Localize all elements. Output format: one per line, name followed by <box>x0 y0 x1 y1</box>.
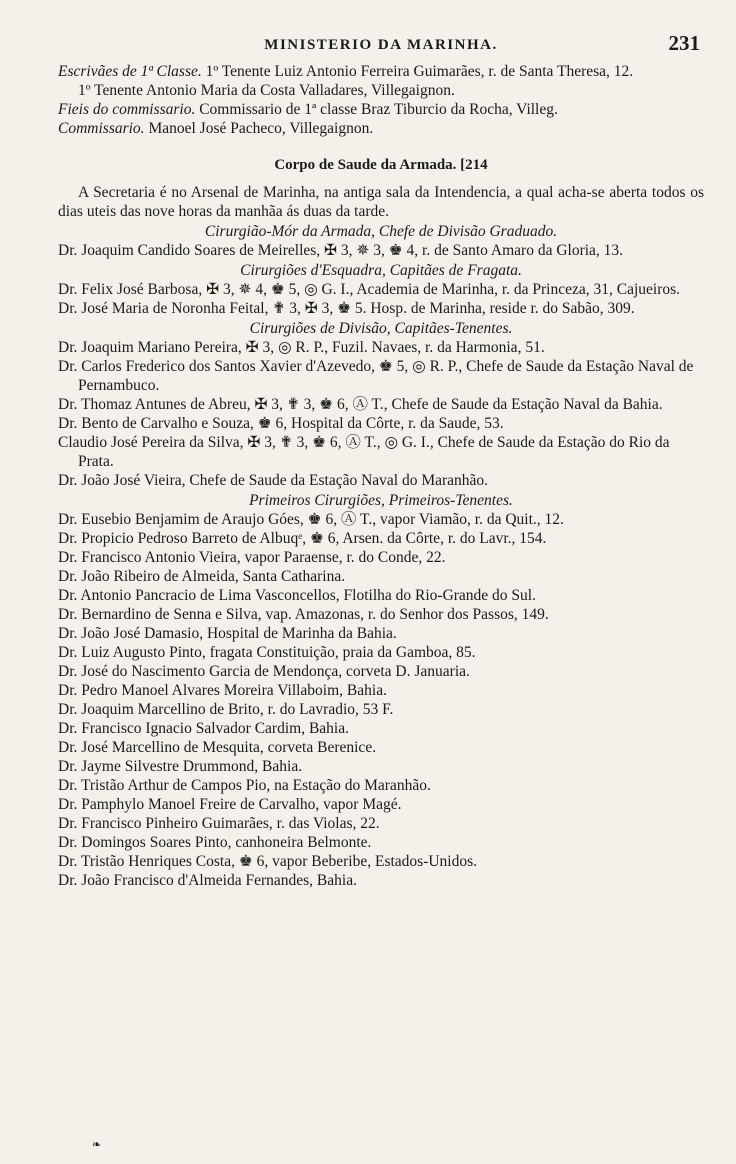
roster-entry: Dr. Francisco Pinheiro Guimarães, r. das Violas, 22. <box>58 815 380 832</box>
roster-entry: Dr. Carlos Frederico dos Santos Xavier d'Azevedo, ♚ 5, ◎ R. P., Chefe de Saude da Estação Naval de Pernambuco. <box>58 358 694 394</box>
roster-entry: Dr. Propicio Pedroso Barreto de Albuqᵉ, ♚ 6, Arsen. da Côrte, r. do Lavr., 154. <box>58 530 547 547</box>
roster-entry: Dr. Pamphylo Manoel Freire de Carvalho, vapor Magé. <box>58 796 402 813</box>
group-heading: Cirurgiões d'Esquadra, Capitães de Fragata. <box>240 262 522 279</box>
roster-entry: Dr. João Francisco d'Almeida Fernandes, Bahia. <box>58 872 357 889</box>
roster-entry: Dr. João José Vieira, Chefe de Saude da Estação Naval do Maranhão. <box>58 472 489 489</box>
group-heading: Primeiros Cirurgiões, Primeiros-Tenentes. <box>249 492 513 509</box>
top-line <box>58 119 704 138</box>
group-heading: Cirurgiões de Divisão, Capitães-Tenentes. <box>249 320 513 337</box>
top-line-text: Commissario de 1ª classe Braz Tiburcio da Rocha, Villeg. <box>195 101 558 118</box>
roster-entry: Dr. Luiz Augusto Pinto, fragata Constituição, praia da Gamboa, 85. <box>58 644 476 661</box>
roster-entry: Dr. Antonio Pancracio de Lima Vasconcellos, Flotilha do Rio-Grande do Sul. <box>58 587 536 604</box>
top-line-text: Manoel José Pacheco, Villegaignon. <box>144 120 374 137</box>
top-line-label: Commissario. <box>58 120 145 137</box>
roster-entry: Dr. Tristão Arthur de Campos Pio, na Estação do Maranhão. <box>58 777 431 794</box>
roster-entry: Dr. Tristão Henriques Costa, ♚ 6, vapor Beberibe, Estados-Unidos. <box>58 853 478 870</box>
roster-entry: Dr. Bernardino de Senna e Silva, vap. Amazonas, r. do Senhor dos Passos, 149. <box>58 606 549 623</box>
roster-entry: Dr. José do Nascimento Garcia de Mendonça, corveta D. Januaria. <box>58 663 470 680</box>
page-number: 231 <box>668 31 700 55</box>
roster-entry: Dr. Thomaz Antunes de Abreu, ✠ 3, ✟ 3, ♚ 6, Ⓐ T., Chefe de Saude da Estação Naval da Bahia. <box>58 396 663 413</box>
section-title-text: Corpo de Saude da Armada. <box>274 157 457 173</box>
roster-entry: Dr. Francisco Antonio Vieira, vapor Paraense, r. do Conde, 22. <box>58 549 446 566</box>
top-line <box>58 81 704 100</box>
top-line-label: Escrivães de 1ª Classe. <box>58 63 202 80</box>
section-title <box>58 156 704 175</box>
roster-entry: Dr. Felix José Barbosa, ✠ 3, ✵ 4, ♚ 5, ◎ G. I., Academia de Marinha, r. da Princeza, 31, Cajueiros. <box>58 281 681 298</box>
page-header <box>62 31 700 58</box>
running-title: MINISTERIO DA MARINHA. <box>264 37 498 53</box>
group-heading: Cirurgião-Mór da Armada, Chefe de Divisão Graduado. <box>204 223 558 240</box>
roster-entry: Dr. Joaquim Marcellino de Brito, r. do Lavradio, 53 F. <box>58 701 394 718</box>
roster-entry: Dr. Pedro Manoel Alvares Moreira Villaboim, Bahia. <box>58 682 387 699</box>
section-groups <box>58 222 704 890</box>
roster-entry: Claudio José Pereira da Silva, ✠ 3, ✟ 3, ♚ 6, Ⓐ T., ◎ G. I., Chefe de Saude da Estação do Rio da Prata. <box>58 434 670 470</box>
section-intro: A Secretaria é no Arsenal de Marinha, na antiga sala da Intendencia, a qual acha-se aberta todos os dias uteis das nove horas da manhãa ás duas da tarde. <box>58 184 704 220</box>
roster-entry: Dr. Eusebio Benjamim de Araujo Góes, ♚ 6, Ⓐ T., vapor Viamão, r. da Quit., 12. <box>58 511 564 528</box>
top-line-label: Fieis do commissario. <box>58 101 196 118</box>
roster-entry: Dr. João José Damasio, Hospital de Marinha da Bahia. <box>58 625 397 642</box>
roster-entry: Dr. Jayme Silvestre Drummond, Bahia. <box>58 758 303 775</box>
roster-entry: Dr. Joaquim Mariano Pereira, ✠ 3, ◎ R. P., Fuzil. Navaes, r. da Harmonia, 51. <box>58 339 545 356</box>
roster-entry: Dr. José Marcellino de Mesquita, corveta Berenice. <box>58 739 377 756</box>
top-line <box>58 100 704 119</box>
roster-entry: Dr. Francisco Ignacio Salvador Cardim, Bahia. <box>58 720 349 737</box>
roster-entry: Dr. José Maria de Noronha Feital, ✟ 3, ✠ 3, ♚ 5. Hosp. de Marinha, reside r. do Sabão, 309. <box>58 300 635 317</box>
top-line-text: 1º Tenente Antonio Maria da Costa Valladares, Villegaignon. <box>78 82 455 99</box>
roster-entry: Dr. Joaquim Candido Soares de Meirelles, ✠ 3, ✵ 3, ♚ 4, r. de Santo Amaro da Gloria, 13. <box>58 242 624 259</box>
top-line-text: 1º Tenente Luiz Antonio Ferreira Guimarães, r. de Santa Theresa, 12. <box>201 63 634 80</box>
roster-entry: Dr. Bento de Carvalho e Souza, ♚ 6, Hospital da Côrte, r. da Saude, 53. <box>58 415 504 432</box>
section-ref: [214 <box>460 157 488 173</box>
roster-entry: Dr. Domingos Soares Pinto, canhoneira Belmonte. <box>58 834 372 851</box>
roster-entry: Dr. João Ribeiro de Almeida, Santa Catharina. <box>58 568 346 585</box>
page-body <box>58 62 704 890</box>
top-line <box>58 62 704 81</box>
footer-ornament: ❧ <box>92 1139 102 1151</box>
